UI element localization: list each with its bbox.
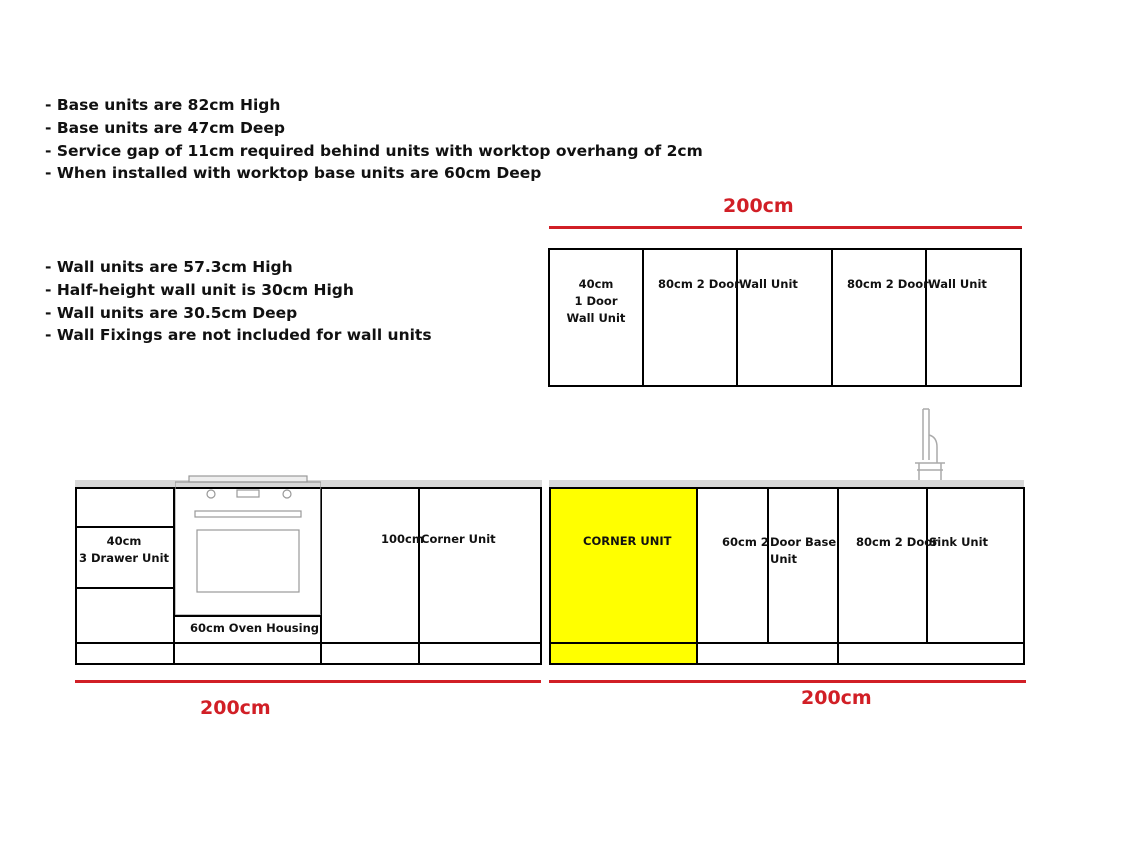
- wall-run-dimension-line: [549, 226, 1022, 229]
- oven-housing-label: 60cm Oven Housing: [190, 621, 319, 635]
- door-base-unit-label-right: [770, 534, 836, 568]
- base-left-dimension: 200cm: [200, 697, 271, 719]
- wall-unit-2-label-right: Wall Unit: [739, 277, 798, 291]
- wall-unit-2-label-left: 80cm 2 Door: [658, 277, 740, 291]
- oven-housing-divider: [173, 615, 321, 617]
- base-unit-door-divider: [926, 487, 928, 644]
- corner-unit-highlight: [551, 489, 696, 663]
- left-corner-unit-label-right: Corner Unit: [421, 532, 496, 546]
- base-right-dimension-line: [549, 680, 1026, 683]
- base-right-dimension: 200cm: [801, 687, 872, 709]
- wall-note: - Half-height wall unit is 30cm High: [45, 280, 354, 299]
- wall-note: - Wall units are 30.5cm Deep: [45, 303, 298, 322]
- wall-unit-divider: [831, 248, 833, 387]
- base-unit-divider: [696, 487, 698, 665]
- base-unit-divider: [837, 487, 839, 665]
- wall-unit-divider: [642, 248, 644, 387]
- base-note: - Base units are 82cm High: [45, 96, 281, 114]
- base-note: - When installed with worktop base units are 60cm Deep: [45, 164, 542, 183]
- plinth-line-right: [549, 642, 1025, 644]
- drawer-divider: [75, 587, 174, 589]
- drawer-unit-size: 40cm: [106, 534, 142, 548]
- base-unit-door-divider: [418, 487, 420, 665]
- door-base-unit-type: Door Base: [770, 535, 837, 549]
- left-corner-unit-label-left: 100cm: [381, 532, 424, 546]
- wall-unit-door-divider: [925, 248, 927, 387]
- drawer-unit-label: [75, 533, 173, 567]
- wall-unit-1-type: Wall Unit: [566, 311, 626, 325]
- corner-unit-label: CORNER UNIT: [583, 534, 672, 548]
- drawer-divider: [75, 526, 174, 528]
- base-note: - Service gap of 11cm required behind units with worktop overhang of 2cm: [45, 141, 703, 160]
- wall-unit-3-label-left: 80cm 2 Door: [847, 277, 929, 291]
- wall-note: - Wall units are 57.3cm High: [45, 258, 293, 276]
- plinth-line-left: [75, 642, 542, 644]
- base-unit-door-divider: [767, 487, 769, 644]
- wall-unit-door-divider: [736, 248, 738, 387]
- wall-unit-3-label-right: Wall Unit: [928, 277, 987, 291]
- base-unit-notes: [45, 94, 703, 185]
- base-left-dimension-line: [75, 680, 541, 683]
- worktop-right: [549, 480, 1024, 487]
- door-base-unit-type-2: Unit: [770, 552, 797, 566]
- oven-icon: [175, 474, 321, 615]
- wall-unit-notes: [45, 256, 432, 347]
- drawer-unit-type: 3 Drawer Unit: [78, 551, 170, 565]
- sink-unit-label-left: 80cm 2 Door: [856, 535, 938, 549]
- tap-icon: [905, 405, 955, 485]
- wall-unit-1-size: 40cm: [578, 277, 614, 291]
- wall-note: - Wall Fixings are not included for wall units: [45, 326, 432, 345]
- sink-unit-label-right: Sink Unit: [929, 535, 989, 549]
- wall-unit-1-label: [552, 276, 640, 327]
- base-note: - Base units are 47cm Deep: [45, 118, 285, 137]
- wall-unit-1-doors: 1 Door: [574, 294, 618, 308]
- door-base-unit-label-left: 60cm 2: [722, 535, 769, 549]
- wall-run-dimension: 200cm: [723, 195, 794, 217]
